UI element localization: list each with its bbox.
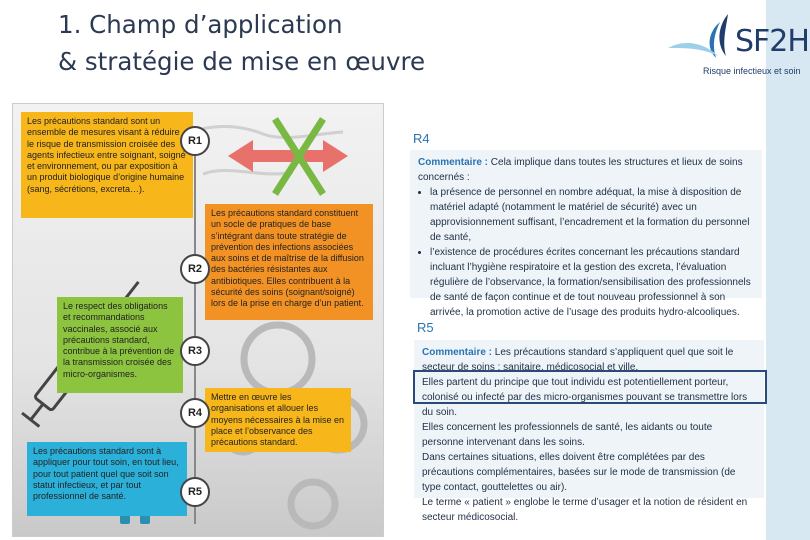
r4-tag: R4 <box>413 131 430 146</box>
r2-text-box: Les précautions standard constituent un socle de pratiques de base s’intégrant dans toute stratégie de prévention des infections associées aux soins et de maîtrise de la diffusion des bactéries résistantes aux antibiotiques. Elles contribuent à la sécurité des soins (soignant/soigné) lors de la prise en charge d’un patient. <box>205 204 373 320</box>
r5-label: R5 <box>180 477 210 507</box>
r5-comment-label: Commentaire : <box>422 347 493 358</box>
r4-intro <box>418 155 754 185</box>
r5-p2: Elles partent du principe que tout individu est potentiellement porteur, colonisé ou infecté par des micro-organismes pouvant se transmettre lors du soin. <box>422 377 748 418</box>
r3-label: R3 <box>180 336 210 366</box>
r4-bullet-1: • la présence de personnel en nombre adéquat, la mise à disposition de matériel adapté (notamment le matériel de sécurité) avec un approvisionnement suffisant, l’encadrement et la formation du personnel de santé, <box>430 185 754 245</box>
page-title <box>58 6 425 80</box>
r5-p4: Dans certaines situations, elles doivent être complétées par des précautions complémentaires, basées sur le mode de transmission (de type contact, gouttelettes ou air). <box>422 452 736 493</box>
logo-wordmark: SF2H <box>735 24 809 59</box>
r4-comment-panel <box>410 150 762 318</box>
r5-highlight-frame <box>413 370 767 404</box>
r5-p1-text: Les précautions standard s’appliquent quel que soit le secteur de soins : sanitaire, médicosocial et ville. <box>422 347 734 373</box>
r4-bullet-list <box>418 185 754 320</box>
r4-label: R4 <box>180 398 210 428</box>
r5-p3: Elles concernent les professionnels de santé, les aidants ou toute personne intervenant dans les soins. <box>422 422 713 448</box>
r2-label: R2 <box>180 254 210 284</box>
r4-text-box: Mettre en œuvre les organisations et allouer les moyens nécessaires à la mise en place et l’observance des précautions standard. <box>205 388 351 452</box>
r5-text-box: Les précautions standard sont à appliquer pour tout soin, en tout lieu, pour tout patient quel que soit son statut infectieux, et par tout professionnel de santé. <box>27 442 187 516</box>
r5-tag: R5 <box>417 320 434 335</box>
infographic-panel <box>12 103 384 537</box>
title-line-2: & stratégie de mise en œuvre <box>58 47 426 76</box>
r1-label: R1 <box>180 126 210 156</box>
r4-comment-label: Commentaire : <box>418 157 489 168</box>
r4-bullet-2: • l’existence de procédures écrites concernant les précautions standard incluant l’hygiène respiratoire et la gestion des excreta, l’évaluation régulière de l’observance, la formation/sensibilisation des professionnels de santé de façon continue et de tout nouveau professionnel à son arrivée, la promotion active de l’usage des produits hydro-alcooliques. <box>430 245 754 320</box>
title-line-1: 1. Champ d’application <box>58 10 343 39</box>
logo-subtitle: Risque infectieux et soin <box>703 66 801 76</box>
r5-comment-panel <box>414 340 764 523</box>
r3-text-box: Le respect des obligations et recommandations vaccinales, associé aux précautions standard, contribue à la prévention de la transmission croisée des micro-organismes. <box>57 297 183 393</box>
r4-intro-text: Cela implique dans toutes les structures et lieux de soins concernés : <box>418 157 743 183</box>
r5-p5: Le terme « patient » englobe le terme d’usager et la notion de résident en secteur médicosocial. <box>422 497 748 523</box>
r1-text-box: Les précautions standard sont un ensemble de mesures visant à réduire le risque de transmission croisée des agents infectieux entre soignant, soigné et environnement, ou par exposition à un produit biologique d’origine humaine (sang, sécrétions, excreta…). <box>21 112 193 218</box>
